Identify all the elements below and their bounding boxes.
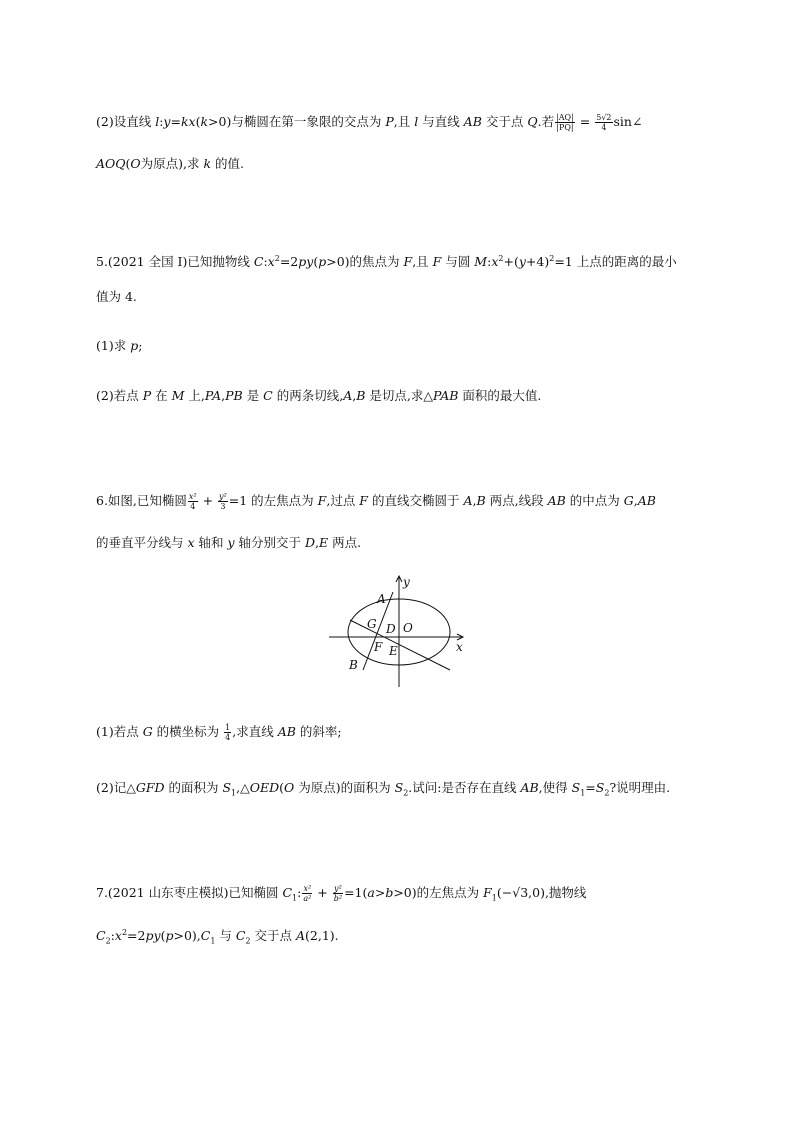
p6-q2 bbox=[96, 779, 670, 797]
superscript: 2 bbox=[549, 253, 555, 263]
text: = bbox=[575, 114, 595, 129]
text: A bbox=[343, 388, 353, 403]
text: S bbox=[394, 780, 404, 795]
text: + bbox=[198, 493, 218, 508]
text: 7.(2021 山东枣庄模拟)已知椭圆 bbox=[96, 885, 283, 900]
text: S bbox=[595, 780, 605, 795]
text: ,且 bbox=[412, 254, 433, 269]
text: 的垂直平分线与 bbox=[96, 535, 188, 550]
text: 0), bbox=[183, 928, 201, 943]
text: 0)的左焦点为 bbox=[403, 885, 484, 900]
text: ( bbox=[125, 156, 131, 171]
text: 的两条切线, bbox=[272, 388, 344, 403]
text: 两点,线段 bbox=[485, 493, 548, 508]
text: =1( bbox=[344, 885, 368, 900]
text: (2)若点 bbox=[96, 388, 143, 403]
text: ,且 bbox=[393, 114, 415, 129]
text: S bbox=[222, 780, 232, 795]
numerator: y² bbox=[219, 492, 227, 501]
text: x bbox=[491, 254, 499, 269]
text: (2)记△ bbox=[96, 780, 136, 795]
text: A bbox=[296, 928, 306, 943]
p5-line2 bbox=[96, 288, 137, 306]
text: C bbox=[235, 928, 246, 943]
subscript: 1 bbox=[210, 936, 216, 946]
text: AB bbox=[520, 780, 539, 795]
text: 的面积为 bbox=[164, 780, 223, 795]
denominator: a² bbox=[303, 894, 312, 903]
p6-line2 bbox=[96, 534, 361, 552]
text: PA bbox=[204, 388, 222, 403]
text: ?说明理由. bbox=[609, 780, 671, 795]
text: , bbox=[633, 493, 638, 508]
fraction bbox=[188, 492, 198, 511]
text: : bbox=[297, 885, 302, 900]
text: , bbox=[221, 388, 226, 403]
label-x: x bbox=[456, 640, 463, 654]
text: (1)求 bbox=[96, 338, 131, 353]
text: P bbox=[385, 114, 394, 129]
denominator: b² bbox=[333, 894, 343, 903]
text: y bbox=[518, 254, 526, 269]
text: .试问:是否存在直线 bbox=[408, 780, 521, 795]
label-y: y bbox=[403, 575, 410, 589]
ellipse-diagram bbox=[325, 572, 470, 690]
text: ,求直线 bbox=[232, 724, 278, 739]
text: 的横坐标为 bbox=[152, 724, 224, 739]
text: ; bbox=[138, 338, 143, 353]
fraction bbox=[218, 492, 228, 511]
text: .若 bbox=[537, 114, 555, 129]
text: k bbox=[203, 156, 212, 171]
text: 值为 4. bbox=[96, 289, 137, 304]
subscript: 1 bbox=[491, 893, 497, 903]
text: AB bbox=[277, 724, 296, 739]
numerator: 5√2 bbox=[596, 113, 612, 122]
text: (2,1). bbox=[305, 928, 339, 943]
text: ( bbox=[160, 928, 166, 943]
text: 与直线 bbox=[418, 114, 464, 129]
text: ,△ bbox=[236, 780, 250, 795]
text: + bbox=[313, 885, 332, 900]
text: F bbox=[359, 493, 368, 508]
text: 0)与椭圆在第一象限的交点为 bbox=[218, 114, 386, 129]
text: C bbox=[96, 928, 106, 943]
text: B bbox=[476, 493, 486, 508]
text: AB bbox=[637, 493, 656, 508]
text: x bbox=[267, 254, 275, 269]
p6-line1 bbox=[96, 492, 656, 511]
text: ,使得 bbox=[538, 780, 572, 795]
text: ( bbox=[313, 254, 319, 269]
p6-q1 bbox=[96, 723, 342, 742]
subscript: 1 bbox=[292, 893, 298, 903]
denominator: 4 bbox=[190, 502, 196, 511]
fraction bbox=[555, 113, 575, 132]
label-d: D bbox=[386, 622, 396, 636]
p5-q2 bbox=[96, 387, 541, 405]
label-b: B bbox=[349, 658, 358, 672]
superscript: 2 bbox=[121, 927, 128, 937]
text: F bbox=[432, 254, 442, 269]
text: C bbox=[282, 885, 293, 900]
text: 0)的焦点为 bbox=[336, 254, 404, 269]
text: : bbox=[263, 254, 268, 269]
denominator: |PQ| bbox=[556, 123, 574, 132]
p7-line1 bbox=[96, 884, 586, 903]
text: (2)设直线 bbox=[96, 114, 156, 129]
text: AB bbox=[547, 493, 566, 508]
label-o: O bbox=[403, 621, 413, 635]
subscript: 2 bbox=[105, 936, 111, 946]
text: B bbox=[356, 388, 366, 403]
text: C bbox=[253, 254, 264, 269]
label-a: A bbox=[377, 592, 386, 606]
superscript: 2 bbox=[274, 253, 280, 263]
label-g: G bbox=[367, 617, 377, 631]
numerator: 1 bbox=[225, 723, 231, 732]
p4-part2-line2 bbox=[96, 155, 244, 173]
text: M bbox=[474, 254, 488, 269]
text: : bbox=[159, 114, 164, 129]
p7-line2 bbox=[96, 927, 339, 945]
text: =2 bbox=[279, 254, 299, 269]
text: , bbox=[315, 535, 320, 550]
text: AB bbox=[463, 114, 482, 129]
text: A bbox=[463, 493, 473, 508]
denominator: 4 bbox=[225, 733, 231, 742]
text: ( bbox=[279, 780, 285, 795]
text: 5.(2021 全国 Ⅰ)已知抛物线 bbox=[96, 254, 254, 269]
text: AOQ bbox=[96, 156, 126, 171]
numerator: y² bbox=[334, 884, 342, 893]
text: 与圆 bbox=[441, 254, 475, 269]
text: 上, bbox=[184, 388, 205, 403]
text: 与 bbox=[215, 928, 236, 943]
text: F bbox=[317, 493, 327, 508]
text: l bbox=[155, 114, 160, 129]
label-e: E bbox=[389, 644, 398, 658]
text: (1)若点 bbox=[96, 724, 143, 739]
text: PB bbox=[225, 388, 243, 403]
text: 是 bbox=[242, 388, 264, 403]
text: 交于点 bbox=[250, 928, 296, 943]
text: =2 bbox=[127, 928, 146, 943]
text: a>b> bbox=[367, 885, 404, 900]
text: , bbox=[472, 493, 477, 508]
text: PAB bbox=[432, 388, 459, 403]
superscript: 2 bbox=[498, 253, 504, 263]
subscript: 1 bbox=[231, 788, 237, 798]
fraction bbox=[302, 884, 312, 903]
text: 在 bbox=[151, 388, 172, 403]
text: = bbox=[585, 780, 596, 795]
text: E bbox=[319, 535, 329, 550]
text: F bbox=[483, 885, 492, 900]
text: k> bbox=[200, 114, 219, 129]
text: =1 上点的距离的最小 bbox=[554, 254, 677, 269]
text: 面积的最大值. bbox=[458, 388, 542, 403]
text: C bbox=[200, 928, 211, 943]
text: O bbox=[284, 780, 295, 795]
text: p> bbox=[165, 928, 184, 943]
subscript: 2 bbox=[403, 788, 409, 798]
text: +( bbox=[503, 254, 519, 269]
text: +4) bbox=[525, 254, 550, 269]
subscript: 1 bbox=[580, 788, 586, 798]
denominator: 3 bbox=[220, 502, 226, 511]
p4-part2-line1 bbox=[96, 113, 642, 132]
text: 为原点),求 bbox=[140, 156, 204, 171]
text: =1 的左焦点为 bbox=[228, 493, 318, 508]
text: ,过点 bbox=[326, 493, 360, 508]
text: 的直线交椭圆于 bbox=[367, 493, 464, 508]
text: sin∠ bbox=[613, 114, 643, 129]
numerator: x² bbox=[303, 884, 312, 893]
text: x bbox=[114, 928, 122, 943]
text: 为原点)的面积为 bbox=[294, 780, 395, 795]
text: Q bbox=[527, 114, 538, 129]
label-f: F bbox=[374, 640, 383, 654]
text: P bbox=[142, 388, 152, 403]
denominator: 4 bbox=[601, 123, 607, 132]
text: GFD bbox=[135, 780, 165, 795]
text: l bbox=[414, 114, 419, 129]
p5-line1 bbox=[96, 253, 677, 271]
text: OED bbox=[249, 780, 280, 795]
fraction bbox=[333, 884, 343, 903]
text: G bbox=[142, 724, 153, 739]
numerator: x² bbox=[188, 492, 197, 501]
text: y bbox=[227, 535, 235, 550]
text: 的中点为 bbox=[565, 493, 624, 508]
p5-q1 bbox=[96, 337, 142, 355]
text: C bbox=[263, 388, 273, 403]
subscript: 2 bbox=[245, 936, 251, 946]
text: py bbox=[145, 928, 161, 943]
text: : bbox=[487, 254, 492, 269]
text: M bbox=[171, 388, 185, 403]
fraction bbox=[595, 113, 612, 132]
text: (−√3,0),抛物线 bbox=[496, 885, 587, 900]
text: 的斜率; bbox=[295, 724, 342, 739]
text: O bbox=[130, 156, 141, 171]
numerator: |AQ| bbox=[556, 113, 574, 122]
ellipse-figure bbox=[325, 572, 470, 694]
text: ( bbox=[195, 114, 201, 129]
subscript: 2 bbox=[604, 788, 610, 798]
text: D bbox=[305, 535, 316, 550]
text: 6.如图,已知椭圆 bbox=[96, 493, 187, 508]
text: 轴分别交于 bbox=[234, 535, 306, 550]
text: y=kx bbox=[163, 114, 196, 129]
fraction bbox=[224, 723, 231, 742]
text: 轴和 bbox=[194, 535, 228, 550]
text: p bbox=[130, 338, 139, 353]
text: x bbox=[187, 535, 195, 550]
text: : bbox=[110, 928, 115, 943]
text: 的值. bbox=[211, 156, 245, 171]
text: , bbox=[352, 388, 357, 403]
text: 是切点,求△ bbox=[365, 388, 433, 403]
text: 交于点 bbox=[481, 114, 528, 129]
text: p> bbox=[318, 254, 337, 269]
perpendicular-bisector bbox=[350, 620, 450, 670]
text: py bbox=[298, 254, 314, 269]
text: 两点. bbox=[328, 535, 362, 550]
text: F bbox=[403, 254, 413, 269]
text: G bbox=[623, 493, 634, 508]
text: S bbox=[571, 780, 581, 795]
